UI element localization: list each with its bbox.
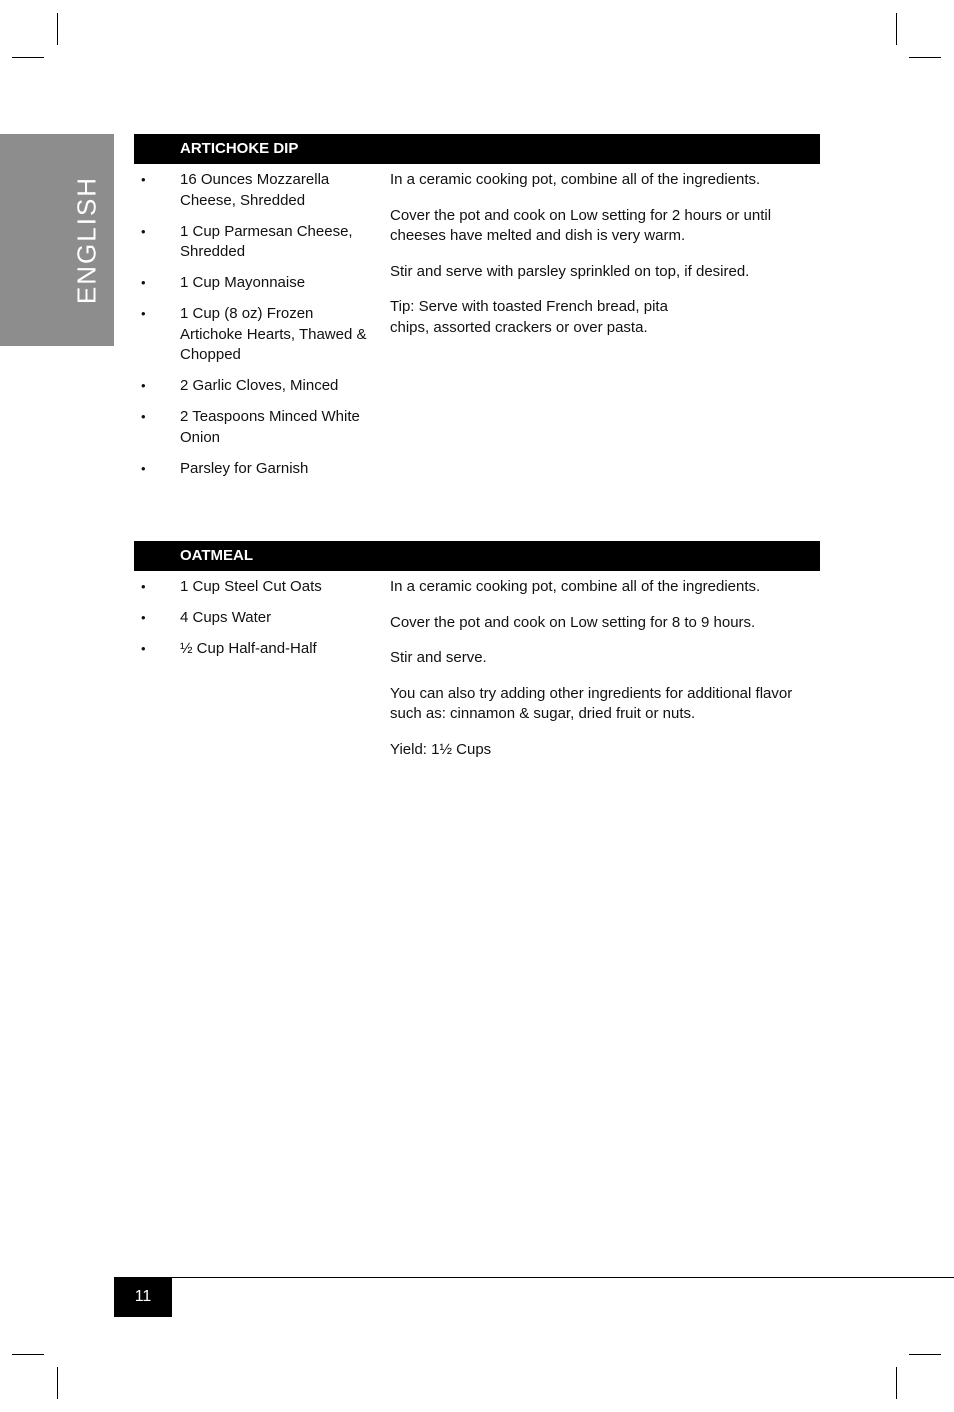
crop-mark	[12, 1354, 44, 1355]
language-tab	[0, 134, 114, 346]
bullet-icon: •	[141, 579, 146, 594]
list-item: • 4 Cups Water	[134, 608, 374, 629]
directions	[390, 577, 800, 775]
recipe-title: ARTICHOKE DIP	[134, 134, 820, 164]
recipe-artichoke-dip	[134, 134, 820, 477]
bullet-icon: •	[141, 306, 146, 321]
bullet-icon: •	[141, 610, 146, 625]
direction-step: You can also try adding other ingredients for additional flavor such as: cinnamon & sugar, dried fruit or nuts.	[390, 684, 793, 722]
list-item: • 16 Ounces Mozzarella Cheese, Shredded	[141, 171, 330, 209]
ingredient-list	[134, 170, 374, 490]
crop-mark	[896, 13, 897, 45]
direction-step: Stir and serve.	[390, 649, 487, 666]
bullet-icon: •	[141, 409, 146, 424]
direction-step: Cover the pot and cook on Low setting for 2 hours or until cheeses have melted and dish is very warm.	[390, 206, 772, 244]
bullet-icon: •	[141, 460, 146, 476]
crop-mark	[57, 1367, 58, 1399]
ingredient-list	[134, 577, 374, 670]
recipe-title: OATMEAL	[134, 541, 820, 571]
crop-mark	[57, 13, 58, 45]
footer-rule	[114, 1277, 954, 1278]
bullet-icon: •	[141, 223, 146, 239]
list-item: • 1 Cup Steel Cut Oats	[134, 577, 374, 598]
page-number: 11	[114, 1277, 172, 1317]
list-item: • ½ Cup Half-and-Half	[134, 639, 374, 660]
list-item: • 1 Cup Mayonnaise	[134, 273, 374, 294]
direction-step: Cover the pot and cook on Low setting for 8 to 9 hours.	[390, 613, 756, 631]
list-item: • Parsley for Garnish	[134, 459, 374, 480]
language-label: ENGLISH	[71, 175, 102, 305]
recipe-oatmeal	[134, 541, 820, 758]
list-item: • 1 Cup Parmesan Cheese, Shredded	[141, 222, 353, 260]
list-item: • 2 Garlic Cloves, Minced	[134, 376, 374, 397]
crop-mark	[909, 1354, 941, 1355]
direction-step: In a ceramic cooking pot, combine all of the ingredients.	[390, 578, 761, 595]
direction-step: In a ceramic cooking pot, combine all of the ingredients.	[390, 171, 761, 188]
list-item: • 1 Cup (8 oz) Frozen Artichoke Hearts, Thawed & Chopped	[141, 305, 367, 363]
direction-tip: Tip: Serve with toasted French bread, pita chips, assorted crackers or over pasta.	[390, 298, 668, 336]
bullet-icon: •	[141, 275, 146, 290]
direction-step: Stir and serve with parsley sprinkled on top, if desired.	[390, 262, 750, 280]
crop-mark	[12, 57, 44, 58]
directions	[390, 170, 800, 353]
bullet-icon: •	[141, 378, 146, 393]
bullet-icon: •	[141, 641, 146, 656]
crop-mark	[909, 57, 941, 58]
bullet-icon: •	[141, 172, 146, 187]
direction-yield: Yield: 1½ Cups	[390, 740, 492, 758]
crop-mark	[896, 1367, 897, 1399]
list-item: • 2 Teaspoons Minced White Onion	[141, 408, 360, 446]
